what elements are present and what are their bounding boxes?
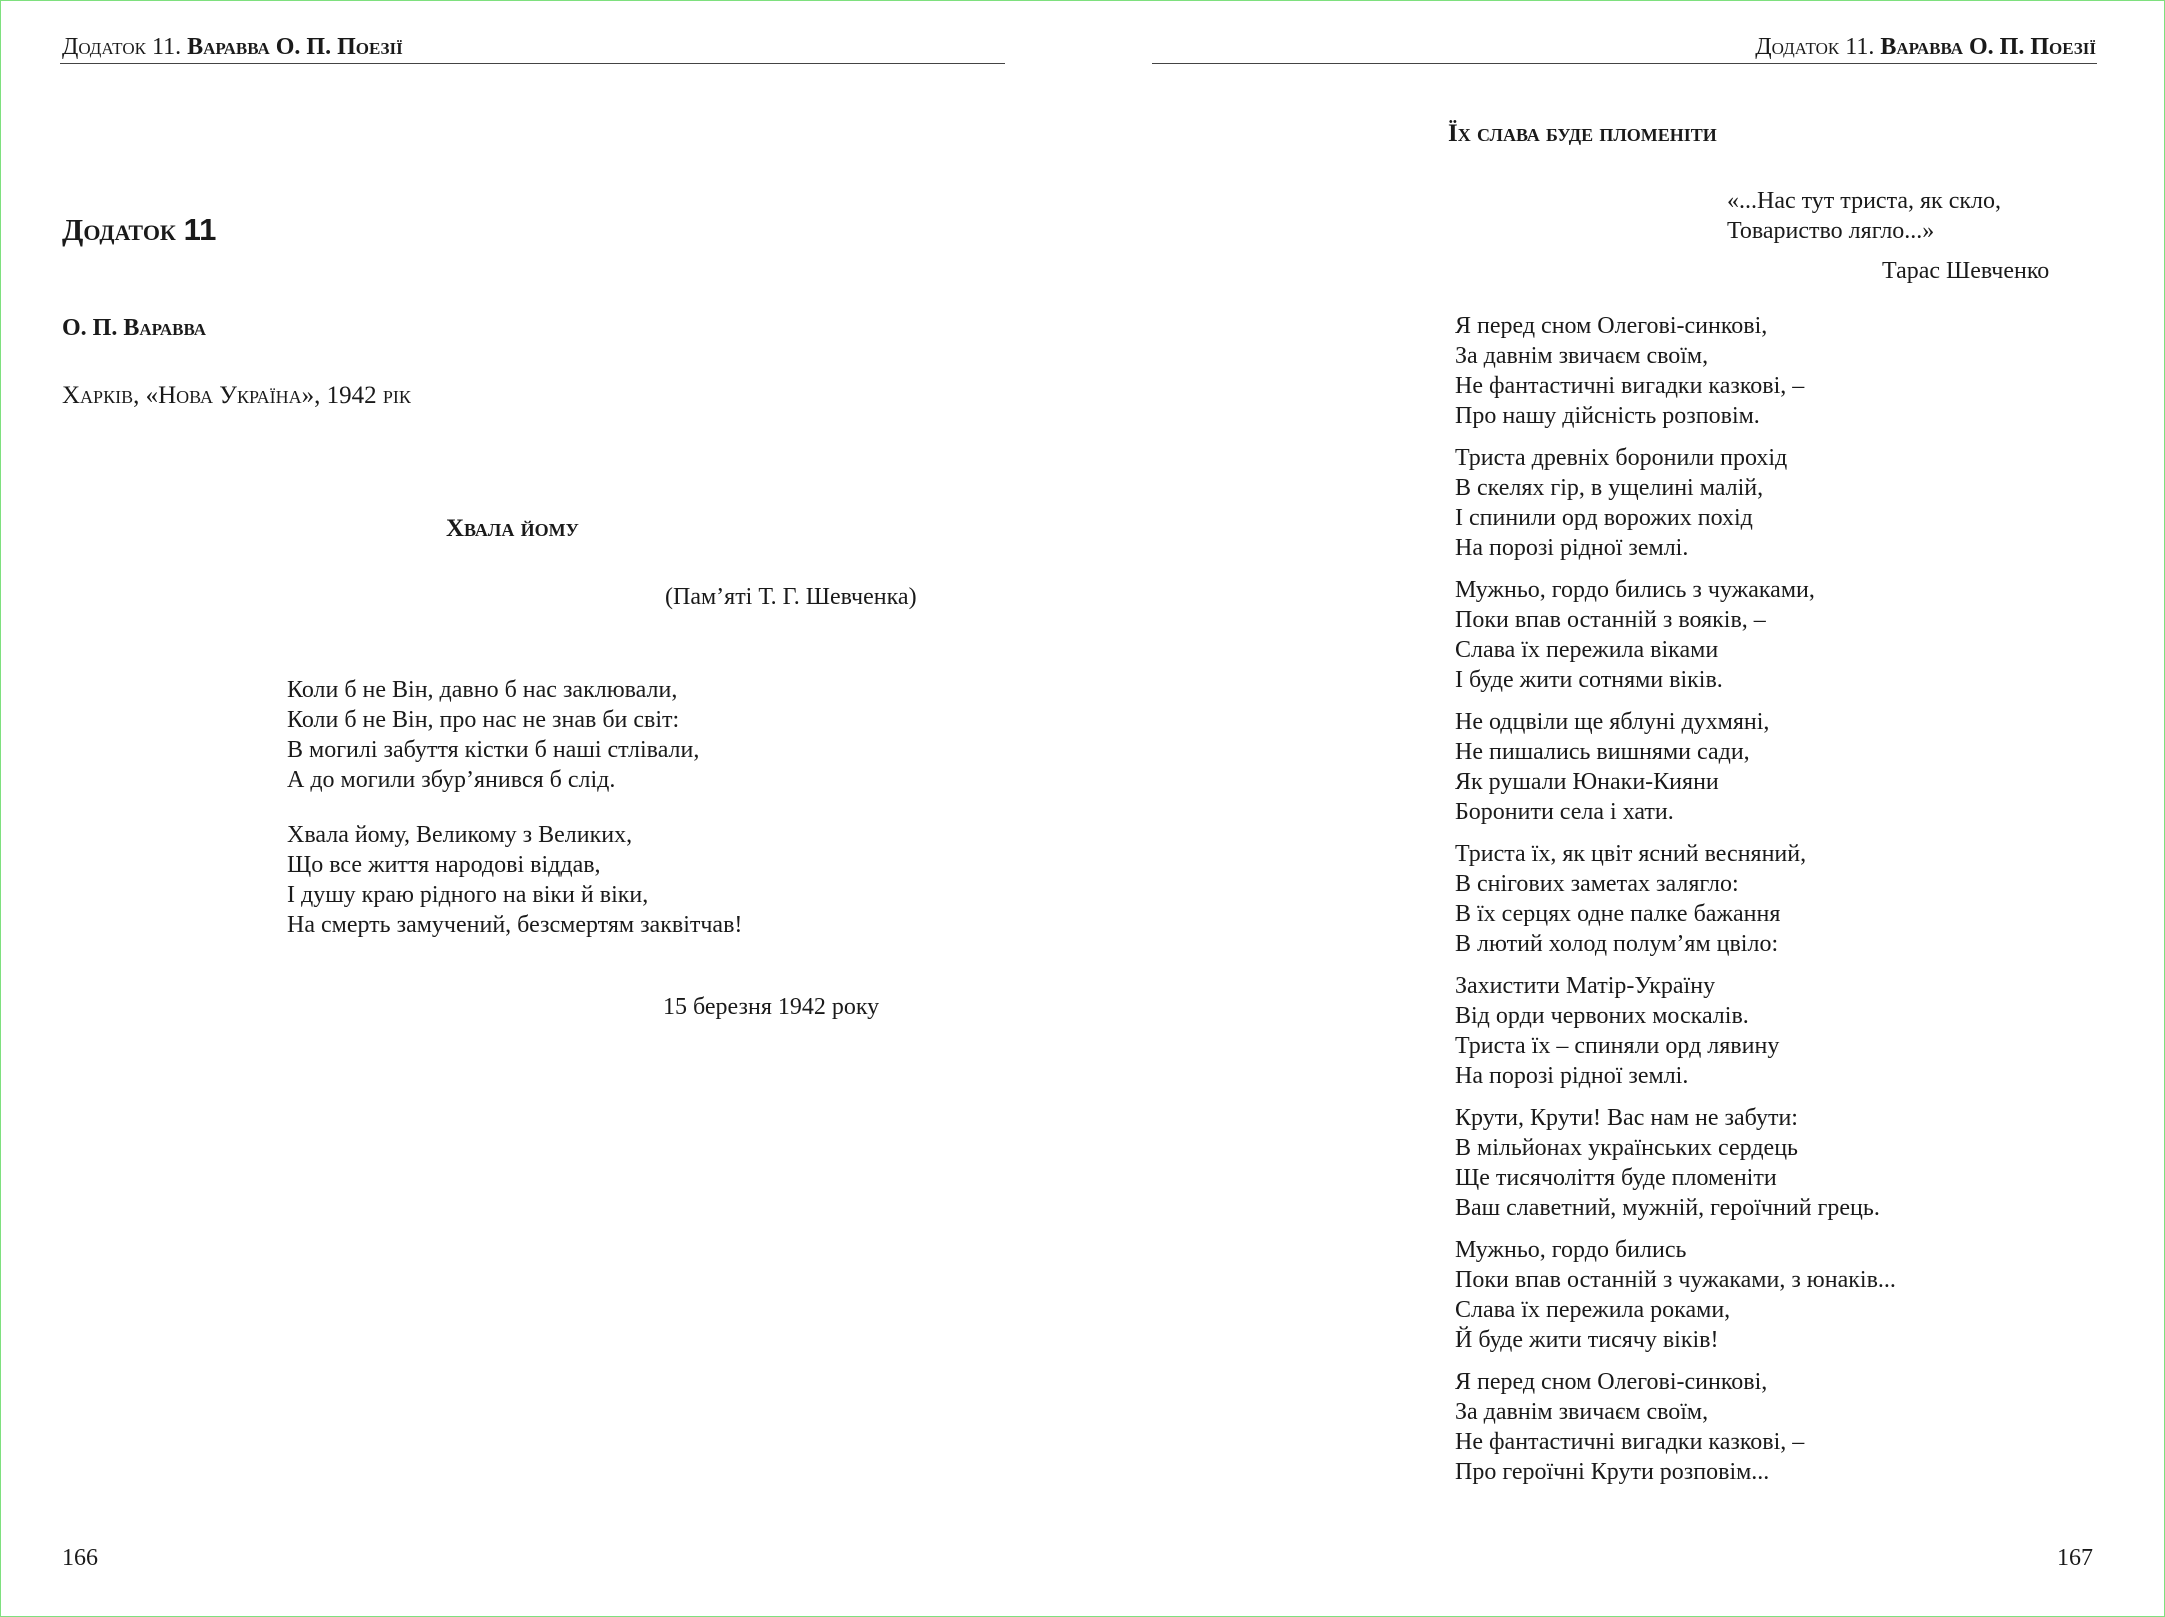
verse-line: Про героїчні Крути розповім... (1455, 1459, 1770, 1485)
verse-line: Від орди червоних москалів. (1455, 1003, 1749, 1029)
verse-line: І спинили орд ворожих похід (1455, 505, 1753, 531)
verse-line: Триста їх – спиняли орд лявину (1455, 1033, 1780, 1059)
verse-line: В могилі забуття кістки б наші стлівали, (287, 737, 700, 763)
verse-line: Не фантастичні вигадки казкові, – (1455, 373, 1805, 399)
verse-line: На порозі рідної землі. (1455, 1063, 1689, 1089)
stanza (1455, 1103, 1880, 1223)
stanza (1455, 443, 1787, 563)
publication-source: Харків, «Нова Україна», 1942 рік (62, 382, 411, 409)
epigraph-line: «...Нас тут триста, як скло, (1727, 188, 2001, 214)
epigraph (1727, 186, 2001, 246)
verse-line: А до могили збур’янився б слід. (287, 767, 616, 793)
poem-title: Їх слава буде пломеніти (1448, 120, 1717, 147)
header-rule (60, 63, 1005, 64)
running-head-prefix: Додаток 11. (62, 34, 182, 60)
stanza (1455, 839, 1806, 959)
verse-line: Ваш славетний, мужній, героїчний грець. (1455, 1195, 1880, 1221)
running-head-left (62, 32, 403, 62)
verse-line: Слава їх пережила роками, (1455, 1297, 1731, 1323)
verse-line: Я перед сном Олегові-синкові, (1455, 1369, 1768, 1395)
verse-line: В мільйонах українських сердець (1455, 1135, 1798, 1161)
verse-line: Коли б не Він, давно б нас заклювали, (287, 677, 678, 703)
verse-line: Не одцвіли ще яблуні духмяні, (1455, 709, 1770, 735)
stanza (1455, 311, 1804, 431)
running-head-right (1755, 32, 2096, 62)
verse-line: Хвала йому, Великому з Великих, (287, 822, 633, 848)
verse-line: І буде жити сотнями віків. (1455, 667, 1723, 693)
verse-line: За давнім звичаєм своїм, (1455, 343, 1709, 369)
stanza (1455, 971, 1779, 1091)
verse-line: В їх серцях одне палке бажання (1455, 901, 1781, 927)
running-head-title: Варавва О. П. Поезії (1880, 34, 2096, 60)
verse-line: Як рушали Юнаки-Кияни (1455, 769, 1719, 795)
verse-line: На порозі рідної землі. (1455, 535, 1689, 561)
verse-line: Не пишались вишнями сади, (1455, 739, 1750, 765)
verse-line: Мужньо, гордо бились з чужаками, (1455, 577, 1815, 603)
page-number: 167 (2057, 1545, 2093, 1571)
verse-line: Триста їх, як цвіт ясний весняний, (1455, 841, 1807, 867)
verse-line: Мужньо, гордо бились (1455, 1237, 1687, 1263)
left-page (0, 0, 1082, 1617)
verse-line: Поки впав останній з вояків, – (1455, 607, 1766, 633)
verse-line: На смерть замучений, безсмертям заквітчав! (287, 912, 743, 938)
verse-line: За давнім звичаєм своїм, (1455, 1399, 1709, 1425)
stanza (1455, 1367, 1804, 1487)
verse-line: Що все життя народові віддав, (287, 852, 601, 878)
page-number: 166 (62, 1545, 98, 1571)
poem-title: Хвала йому (446, 515, 579, 542)
author-name: О. П. Варавва (62, 315, 206, 341)
verse-line: Коли б не Він, про нас не знав би світ: (287, 707, 680, 733)
stanza (1455, 1235, 1896, 1355)
verse-line: Я перед сном Олегові-синкові, (1455, 313, 1768, 339)
verse-line: Ще тисячоліття буде пломеніти (1455, 1165, 1777, 1191)
stanza (1455, 707, 1769, 827)
verse-line: Крути, Крути! Вас нам не забути: (1455, 1105, 1798, 1131)
verse-line: В снігових заметах залягло: (1455, 871, 1739, 897)
running-head-title: Варавва О. П. Поезії (187, 34, 403, 60)
verse-line: Боронити села і хати. (1455, 799, 1674, 825)
verse-line: Поки впав останній з чужаками, з юнаків... (1455, 1267, 1896, 1293)
appendix-title (62, 212, 216, 248)
verse-line: Захистити Матір-Україну (1455, 973, 1716, 999)
verse-line: Й буде жити тисячу віків! (1455, 1327, 1719, 1353)
verse-line: Слава їх пережила віками (1455, 637, 1719, 663)
header-rule (1152, 63, 2097, 64)
appendix-number: 11 (183, 212, 217, 247)
verse-line: Не фантастичні вигадки казкові, – (1455, 1429, 1805, 1455)
verse-line: В лютий холод полум’ям цвіло: (1455, 931, 1779, 957)
verse-line: В скелях гір, в ущелині малій, (1455, 475, 1764, 501)
poem-date: 15 березня 1942 року (663, 994, 880, 1020)
poem-dedication: (Пам’яті Т. Г. Шевченка) (665, 584, 917, 610)
epigraph-author: Тарас Шевченко (1882, 258, 2050, 284)
verse-line: І душу краю рідного на віки й віки, (287, 882, 649, 908)
stanza (1455, 575, 1815, 695)
running-head-prefix: Додаток 11. (1755, 34, 1875, 60)
verse-line: Триста древніх боронили прохід (1455, 445, 1788, 471)
verse-line: Про нашу дійсність розповім. (1455, 403, 1760, 429)
stanza (287, 820, 742, 940)
epigraph-line: Товариство лягло...» (1727, 218, 1935, 244)
appendix-word: Додаток (62, 212, 176, 247)
stanza (287, 675, 699, 795)
